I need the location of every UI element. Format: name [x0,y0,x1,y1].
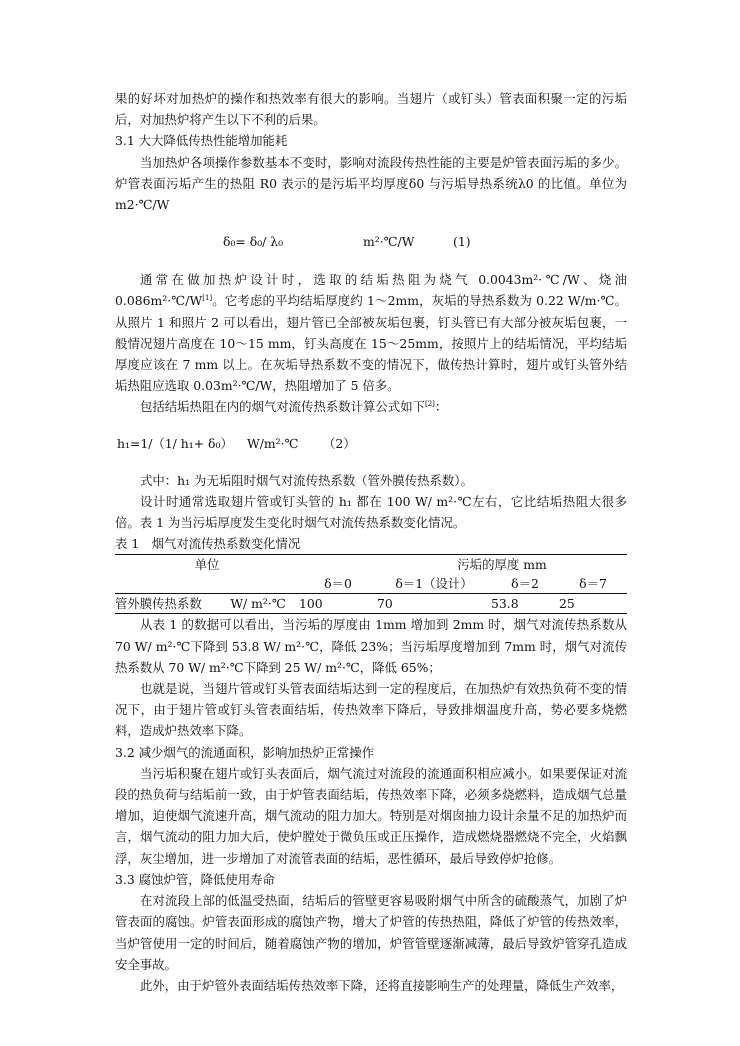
table-header-row [115,555,627,575]
formula-expression: δ₀= δ₀/ λ₀ [223,234,284,250]
formula-unit: W/m²·℃ [247,435,299,451]
col-header: δ＝7 [579,576,607,592]
paragraph-text: ： [434,399,448,415]
paragraph-text: 包括结垢热阻在内的烟气对流传热系数计算公式如下 [140,399,425,415]
header-unit: 单位 [115,555,299,575]
section-heading-3-1: 3.1 大大降低传热性能增加能耗 [115,133,288,149]
paragraph: 当污垢积聚在翅片或钉头表面后，烟气流过对流段的流通面积相应减小。如果要保证对流段的热负荷与结垢前一致，由于炉管表面结垢，传热效率下降，必须多烧燃料，造成烟气总量增加，迫使烟气流速升高，烟气流动的阻力加大。特别是对烟囱抽力设计余量不足的加热炉而言，烟气流动的阻力加大后，使炉膛处于微负压或正压操作，造成燃烧器燃烧不完全，火焰飘浮，灰尘增加，进一步增加了对流管表面的结垢，恶性循环，最后导致停炉抢修。 [115,765,627,866]
table-cell: 53.8 [491,594,559,614]
paragraph: 当加热炉各项操作参数基本不变时，影响对流段传热性能的主要是炉管表面污垢的多少。炉管表面污垢产生的热阻 R0 表示的是污垢平均厚度δ0 与污垢导热系统λ0 的比值。单位为 m2·℃/W [115,154,627,213]
formula-2 [115,418,627,470]
formula-number: （2） [323,435,356,451]
table-cell: 100 [299,594,377,614]
paragraph [115,396,627,417]
paragraph: 也就是说，当翅片管或钉头管表面结垢达到一定的程度后，在加热炉有效热负荷不变的情况下，由于翅片管或钉头管表面结垢，传热效率下降后，导致排烟温度升高，势必要多烧燃料，造成炉热效率下降。 [115,681,627,739]
table-cell: 25 [559,594,627,614]
formula-expression: h₁=1/（1/ h₁+ δ₀） [117,435,233,451]
table-caption: 表 1 烟气对流传热系数变化情况 [115,536,301,552]
col-header: δ＝1（设计） [395,576,473,592]
paragraph: 式中：h₁ 为无垢阻时烟气对流传热系数（管外膜传热系数）。 [140,472,473,488]
formula-unit: m²·℃/W [363,234,415,250]
paragraph: 从表 1 的数据可以看出，当污垢的厚度由 1mm 增加到 2mm 时，烟气对流传热系数从 70 W/ m²·℃下降到 53.8 W/ m²·℃，降低 23%；当污垢厚度增加到 7mm 时，烟气对流传热系数从 70 W/ m²·℃下降到 25 W/ m²·℃，降低 65%； [115,617,627,675]
row-unit: W/ m²·℃ [217,594,299,614]
paragraph-text: 。它考虑的平均结垢厚度约 1～2mm，灰垢的导热系数为 0.22 W/m·℃。从照片 1 和照片 2 可以看出，翅片管已全部被灰垢包裹，钉头管已有大部分被灰垢包裹，一般情况翅片高度在 10～15 mm，钉头高度在 15～25mm，按照片上的结垢情况，平均结垢厚度应该在 7 mm 以上。在灰垢导热系数不变的情况下，做传热计算时，翅片或钉头管外结垢热阻应选取 0.03m²·℃/W，热阻增加了 5 倍多。 [115,293,627,394]
paragraph-text: 通常在做加热炉设计时，选取的结垢热阻为烧气 0.0043m²·℃/W、烧油 0.086m²·℃/W [115,272,627,309]
document-body [115,88,627,996]
paragraph: 此外，由于炉管外表面结垢传热效率下降，还将直接影响生产的处理量，降低生产效率， [140,977,624,993]
row-label: 管外膜传热系数 [115,594,217,614]
paragraph: 设计时通常选取翅片管或钉头管的 h₁ 都在 100 W/ m²·℃左右，它比结垢热阻大很多倍。表 1 为当污垢厚度发生变化时烟气对流传热系数变化情况。 [115,493,627,531]
col-header: δ＝0 [324,576,352,592]
citation-ref: [2] [424,400,435,409]
paragraph [115,269,627,396]
citation-ref: [1] [202,294,213,303]
paragraph: 在对流段上部的低温受热面，结垢后的管壁更容易吸附烟气中所含的硫酸蒸气，加剧了炉管表面的腐蚀。炉管表面形成的腐蚀产物，增大了炉管的传热热阻，降低了炉管的传热效率，当炉管使用一定的时间后，随着腐蚀产物的增加，炉管管壁逐渐减薄，最后导致炉管穿孔造成安全事故。 [115,893,627,972]
data-table [115,554,627,614]
table-row [115,594,627,614]
table-cell: 70 [377,594,491,614]
section-heading-3-2: 3.2 减少烟气的流通面积，影响加热炉正常操作 [115,744,375,760]
table-subheader-row [115,574,627,594]
section-heading-3-3: 3.3 腐蚀炉管，降低使用寿命 [115,871,275,887]
header-group: 污垢的厚度 mm [377,555,627,575]
formula-number: (1) [453,234,471,250]
col-header: δ＝2 [511,576,539,592]
formula-1 [115,215,627,269]
paragraph: 果的好坏对加热炉的操作和热效率有很大的影响。当翅片（或钉头）管表面积聚一定的污垢后，对加热炉将产生以下不利的后果。 [115,91,627,128]
